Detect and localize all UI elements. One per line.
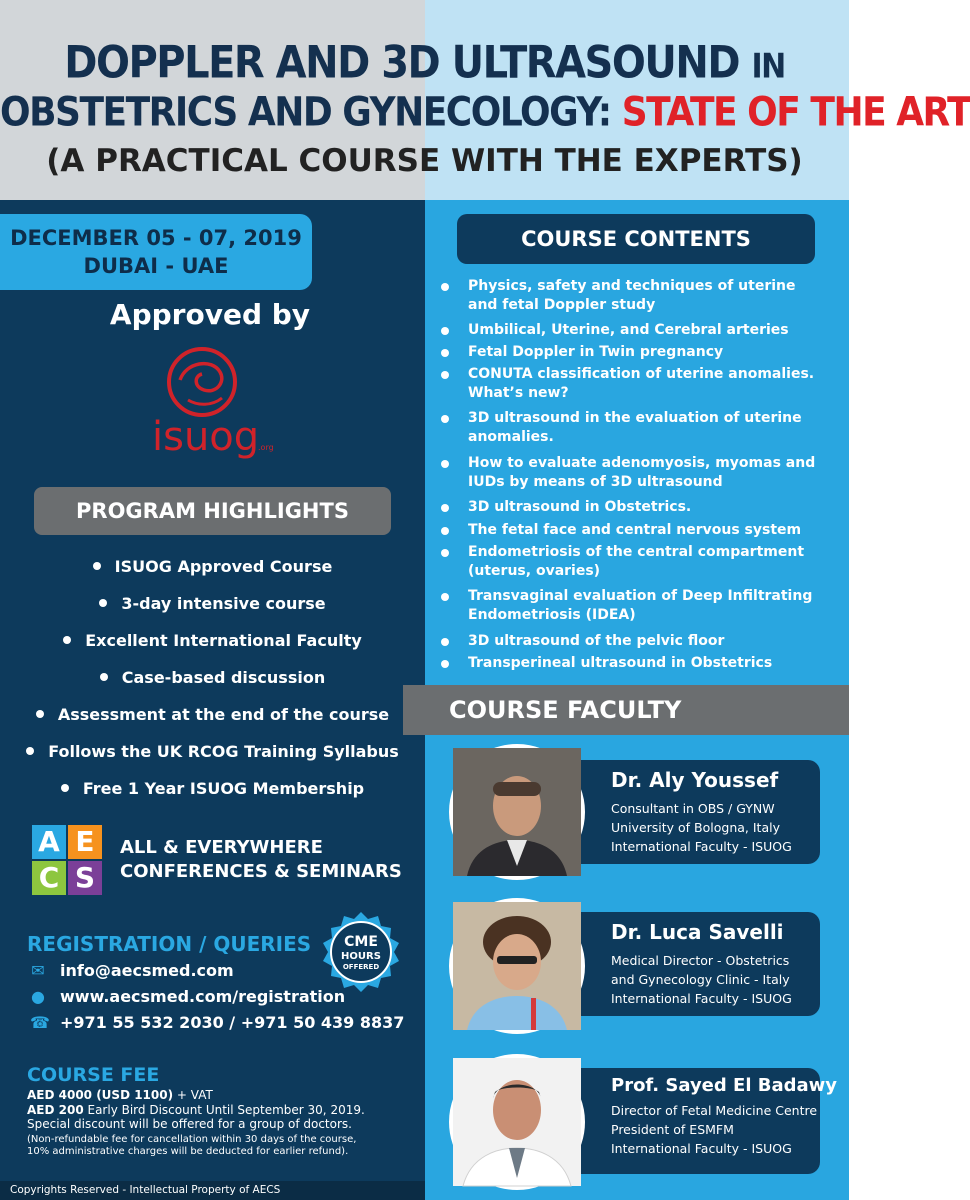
course-content-item: Physics, safety and techniques of uterine and fetal Doppler study (441, 277, 841, 315)
bullet-icon (63, 636, 71, 644)
bullet-icon (441, 638, 449, 646)
faculty-photo-2 (449, 898, 585, 1034)
bullet-icon (441, 660, 449, 668)
course-content-item: 3D ultrasound in Obstetrics. (441, 498, 841, 517)
svg-text:isuog: isuog (152, 414, 260, 460)
course-fee-title: COURSE FEE (27, 1064, 160, 1086)
faculty-photo-3 (449, 1054, 585, 1190)
faculty-desc-2: Medical Director - Obstetrics and Gynecology Clinic - Italy International Faculty - ISUOG (611, 953, 792, 1006)
bullet-icon (441, 549, 449, 557)
bullet-icon (36, 710, 44, 718)
svg-text:CME: CME (344, 934, 378, 950)
course-content-item: 3D ultrasound of the pelvic floor (441, 632, 841, 651)
highlight-item: Case-based discussion (0, 668, 425, 687)
bullet-icon (441, 349, 449, 357)
cme-seal-icon (318, 910, 404, 996)
bullet-icon (441, 593, 449, 601)
highlight-item: Assessment at the end of the course (0, 705, 425, 724)
globe-icon: ● (31, 987, 45, 1006)
course-contents-title: COURSE CONTENTS (457, 214, 815, 264)
bullet-icon (441, 504, 449, 512)
aecs-logo-a: A (32, 825, 66, 859)
fee-early-bird: AED 200 Early Bird Discount Until September 30, 2019. (27, 1103, 365, 1117)
aecs-logo-e: E (68, 825, 102, 859)
registration-email[interactable]: ✉ info@aecsmed.com (31, 961, 234, 980)
bullet-icon (441, 371, 449, 379)
highlight-item: Free 1 Year ISUOG Membership (0, 779, 425, 798)
highlight-item: 3-day intensive course (0, 594, 425, 613)
course-content-item: How to evaluate adenomyosis, myomas and IUDs by means of 3D ultrasound (441, 454, 841, 492)
course-content-item: Transperineal ultrasound in Obstetrics (441, 654, 841, 673)
isuog-emblem-icon (150, 340, 280, 470)
title-line-2: OBSTETRICS AND GYNECOLOGY: STATE OF THE ART (0, 89, 970, 136)
isuog-logo (150, 340, 280, 470)
program-highlights-title: PROGRAM HIGHLIGHTS (34, 487, 391, 535)
title-highlight: STATE OF THE ART (621, 89, 970, 136)
highlight-item: Excellent International Faculty (0, 631, 425, 650)
faculty-photo-1 (449, 744, 585, 880)
bullet-icon (26, 747, 34, 755)
aecs-logo-c: C (32, 861, 66, 895)
faculty-name-1: Dr. Aly Youssef (611, 768, 779, 792)
course-content-item: Transvaginal evaluation of Deep Infiltrating Endometriosis (IDEA) (441, 587, 841, 625)
course-content-item: 3D ultrasound in the evaluation of uterine anomalies. (441, 409, 841, 447)
envelope-icon: ✉ (31, 961, 45, 980)
approved-by-label: Approved by (109, 298, 311, 331)
person-icon (453, 1058, 581, 1186)
fee-refund-note-2: 10% administrative charges will be deducted for earlier refund). (27, 1146, 349, 1157)
bullet-icon (441, 283, 449, 291)
bullet-icon (99, 599, 107, 607)
course-content-item: The fetal face and central nervous system (441, 521, 841, 540)
registration-website[interactable]: ● www.aecsmed.com/registration (31, 987, 346, 1006)
person-icon (453, 748, 581, 876)
bullet-icon (441, 527, 449, 535)
bullet-icon (441, 460, 449, 468)
faculty-desc-1: Consultant in OBS / GYNW University of Bologna, Italy International Faculty - ISUOG (611, 801, 792, 854)
fee-group-discount: Special discount will be offered for a group of doctors. (27, 1117, 352, 1131)
bullet-icon (441, 415, 449, 423)
event-dates: DECEMBER 05 - 07, 2019 (10, 226, 302, 250)
faculty-name-2: Dr. Luca Savelli (611, 920, 784, 944)
fee-price: AED 4000 (USD 1100) + VAT (27, 1088, 213, 1102)
event-date-box (0, 214, 312, 290)
bullet-icon (100, 673, 108, 681)
course-content-item: CONUTA classification of uterine anomalies. What’s new? (441, 365, 841, 403)
course-content-item: Endometriosis of the central compartment (uterus, ovaries) (441, 543, 841, 581)
svg-text:HOURS: HOURS (341, 951, 381, 962)
registration-title: REGISTRATION / QUERIES (27, 932, 312, 956)
faculty-desc-3: Director of Fetal Medicine Centre President of ESMFM International Faculty - ISUOG (611, 1103, 818, 1156)
faculty-name-3: Prof. Sayed El Badawy (611, 1075, 838, 1096)
person-icon (453, 902, 581, 1030)
highlight-item: Follows the UK RCOG Training Syllabus (0, 742, 425, 761)
course-content-item: Fetal Doppler in Twin pregnancy (441, 343, 841, 362)
phone-icon: ☎ (30, 1013, 50, 1032)
bullet-icon (441, 327, 449, 335)
title-line-1: DOPPLER AND 3D ULTRASOUND IN (64, 37, 785, 89)
course-content-item: Umbilical, Uterine, and Cerebral arteries (441, 321, 841, 340)
title-line-3: (A PRACTICAL COURSE WITH THE EXPERTS) (46, 143, 803, 179)
bullet-icon (93, 562, 101, 570)
svg-text:OFFERED: OFFERED (342, 963, 380, 971)
svg-text:.org: .org (258, 443, 274, 452)
registration-phone[interactable]: ☎ +971 55 532 2030 / +971 50 439 8837 (30, 1013, 405, 1032)
event-location: DUBAI - UAE (83, 254, 229, 278)
course-faculty-title: COURSE FACULTY (403, 685, 849, 735)
fee-refund-note-1: (Non-refundable fee for cancellation within 30 days of the course, (27, 1134, 357, 1145)
aecs-name: ALL & EVERYWHERE CONFERENCES & SEMINARS (120, 837, 402, 882)
cme-badge (318, 910, 404, 996)
highlight-item: ISUOG Approved Course (0, 557, 425, 576)
copyright-bar: Copyrights Reserved - Intellectual Property of AECS (0, 1181, 425, 1200)
bullet-icon (61, 784, 69, 792)
aecs-logo-s: S (68, 861, 102, 895)
